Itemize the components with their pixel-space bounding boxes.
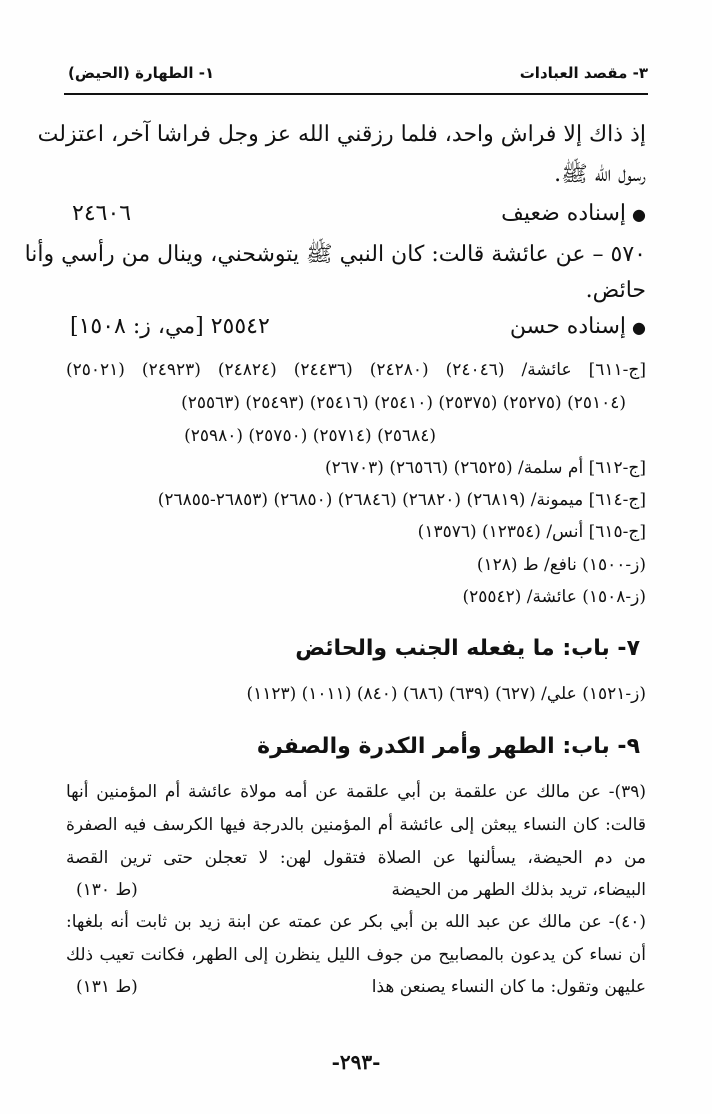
hadith-40-line: [66, 977, 646, 997]
hadith-text-line: إذ ذاك إلا فراش واحد، فلما رزقني الله عز وجل فراشا آخر، اعتزلت: [37, 122, 646, 147]
reference-line: [ج-٦١٤] ميمونة/ (٢٦٨١٩) (٢٦٨٢٠) (٢٦٨٤٦) (٢٦٨٥٠) (٢٦٨٥٣-٢٦٨٥٥): [157, 490, 646, 510]
running-header: [64, 62, 648, 92]
section-reference: (ز-١٥٢١) علي/ (٦٢٧) (٦٣٩) (٦٨٦) (٨٤٠) (١٠١١) (١١٢٣): [246, 684, 646, 704]
reference-line: (ز-١٥٠٠) نافع/ ط (١٢٨): [476, 555, 646, 575]
section-title: ٩- باب: الطهر وأمر الكدرة والصفرة: [257, 734, 640, 759]
hadith-39-text: البيضاء، تريد بذلك الطهر من الحيضة: [391, 880, 646, 900]
header-rule: [64, 93, 648, 95]
hadith-39-line: [66, 880, 646, 900]
isnad-number: ٢٤٦٠٦: [72, 201, 132, 226]
hadith-39-line: من دم الحيضة، يسألنها عن الصلاة فتقول لهن: لا تعجلن حتى ترين القصة: [66, 848, 646, 868]
hadith-text-line: رسول الله ﷺ.: [554, 162, 646, 187]
bullet-icon: ●: [632, 205, 646, 224]
reference-line: [ج-٦١٥] أنس/ (١٢٣٥٤) (١٣٥٧٦): [417, 522, 646, 542]
isnad-line: [66, 201, 646, 226]
reference-line: (٢٥٦٨٤) (٢٥٧١٤) (٢٥٧٥٠) (٢٥٩٨٠): [184, 426, 436, 446]
hadith-39-line: (٣٩)- عن مالك عن علقمة بن أبي علقمة عن أمه مولاة عائشة أم المؤمنين أنها: [66, 782, 646, 802]
isnad-label: إسناده حسن: [509, 314, 627, 339]
hadith-39-ref: (ط ١٣٠): [76, 880, 138, 900]
reference-line: (٢٥١٠٤) (٢٥٢٧٥) (٢٥٣٧٥) (٢٥٤١٠) (٢٥٤١٦) (٢٥٤٩٣) (٢٥٥٦٣): [181, 393, 626, 413]
hadith-40-line: (٤٠)- عن مالك عن عبد الله بن أبي بكر عن عمته عن ابنة زيد بن ثابت أنه بلغها:: [66, 912, 646, 932]
reference-line: [ج-٦١٢] أم سلمة/ (٢٦٥٢٥) (٢٦٥٦٦) (٢٦٧٠٣): [325, 458, 646, 478]
hadith-40-ref: (ط ١٣١): [76, 977, 138, 997]
hadith-570-line: حائض.: [585, 278, 646, 303]
bullet-icon: ●: [632, 318, 646, 337]
hadith-40-text: عليهن وتقول: ما كان النساء يصنعن هذا: [371, 977, 646, 997]
header-chapter: ٣- مقصد العبادات: [519, 64, 648, 82]
section-title: ٧- باب: ما يفعله الجنب والحائض: [295, 636, 640, 661]
reference-line: (ز-١٥٠٨) عائشة/ (٢٥٥٤٢): [462, 587, 646, 607]
isnad-number: ٢٥٥٤٢ [مي، ز: ١٥٠٨]: [70, 314, 270, 339]
hadith-570-line: ٥٧٠ – عن عائشة قالت: كان النبي ﷺ يتوشحني، وينال من رأسي وأنا: [24, 242, 646, 267]
isnad-line: [66, 314, 646, 339]
reference-line: [ج-٦١١] عائشة/ (٢٤٠٤٦) (٢٤٢٨٠) (٢٤٤٣٦) (٢٤٨٢٤) (٢٤٩٢٣) (٢٥٠٢١): [66, 360, 646, 380]
hadith-40-line: أن نساء كن يدعون بالمصابيح من جوف الليل ينظرن إلى الطهر، فكانت تعيب ذلك: [66, 945, 646, 965]
header-section: ١- الطهارة (الحيض): [68, 64, 215, 82]
hadith-39-line: قالت: كان النساء يبعثن إلى عائشة أم المؤمنين بالدرجة فيها الكرسف فيه الصفرة: [66, 815, 646, 835]
isnad-label: إسناده ضعيف: [501, 201, 627, 226]
page-number: -٢٩٣-: [331, 1050, 381, 1074]
